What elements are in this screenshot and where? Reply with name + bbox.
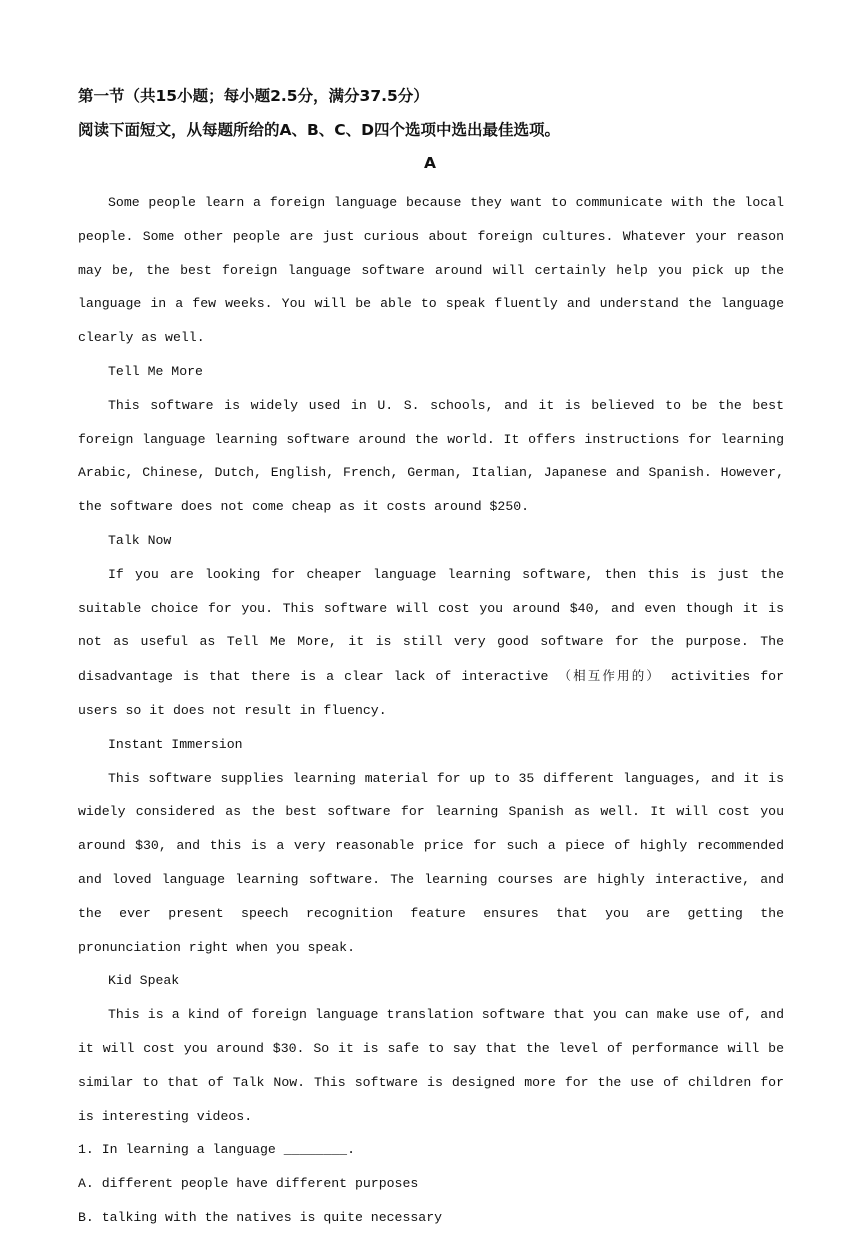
intro-paragraph: Some people learn a foreign language because they want to communicate with the local people. Some other people are just curious about foreign cultures. Whatever your reason may be, the best foreign language software around will certainly help you pick up the language in a few weeks. You will be able to speak fluently and understand the language clearly as well. xyxy=(78,195,784,346)
talk-now-text-part2: activities for users so it does not result in fluency. xyxy=(78,669,784,718)
section-header: 第一节（共15小题；每小题2.5分，满分37.5分） xyxy=(78,87,429,105)
section-text-talk-now xyxy=(78,558,784,728)
talk-now-text-part1: If you are looking for cheaper language learning software, then this is just the suitable choice for you. This software will cost you around $40, and even though it is not as useful as Tell Me More, it is still very good software for the purpose. The disadvantage is that there is a clear lack of interactive xyxy=(78,566,784,685)
question-stem: 1. In learning a language ________. xyxy=(78,1142,355,1158)
passage-label: A xyxy=(424,154,436,172)
section-text-tell-me-more: This software is widely used in U. S. schools, and it is believed to be the best foreign language learning software around the world. It offers instructions for learning Arabic, Chinese, Dutch, English, French, German, Italian, Japanese and Spanish. However, the software does not come cheap as it costs around $250. xyxy=(78,397,784,515)
section-text-instant-immersion: This software supplies learning material for up to 35 different languages, and it is widely considered as the best software for learning Spanish as well. It will cost you around $30, and this is a very reasonable price for such a piece of highly recommended and loved language learning software. The learning courses are highly interactive, and the ever present speech recognition feature ensures that you are getting the pronunciation right when you speak. xyxy=(78,770,784,955)
chinese-gloss-note: （相互作用的） xyxy=(558,668,661,684)
option-b: B. talking with the natives is quite necessary xyxy=(78,1209,443,1225)
section-heading-talk-now: Talk Now xyxy=(108,532,172,548)
section-heading-kid-speak: Kid Speak xyxy=(108,973,180,989)
option-a: A. different people have different purposes xyxy=(78,1176,419,1192)
instruction-text: 阅读下面短文，从每题所给的A、B、C、D四个选项中选出最佳选项。 xyxy=(78,121,561,139)
section-heading-tell-me-more: Tell Me More xyxy=(108,363,203,379)
passage-body xyxy=(78,186,784,1235)
section-text-kid-speak: This is a kind of foreign language translation software that you can make use of, and it will cost you around $30. So it is safe to say that the level of performance will be similar to that of Talk Now. This software is designed more for the use of children for is interesting videos. xyxy=(78,1007,784,1124)
section-heading-instant-immersion: Instant Immersion xyxy=(108,736,243,752)
